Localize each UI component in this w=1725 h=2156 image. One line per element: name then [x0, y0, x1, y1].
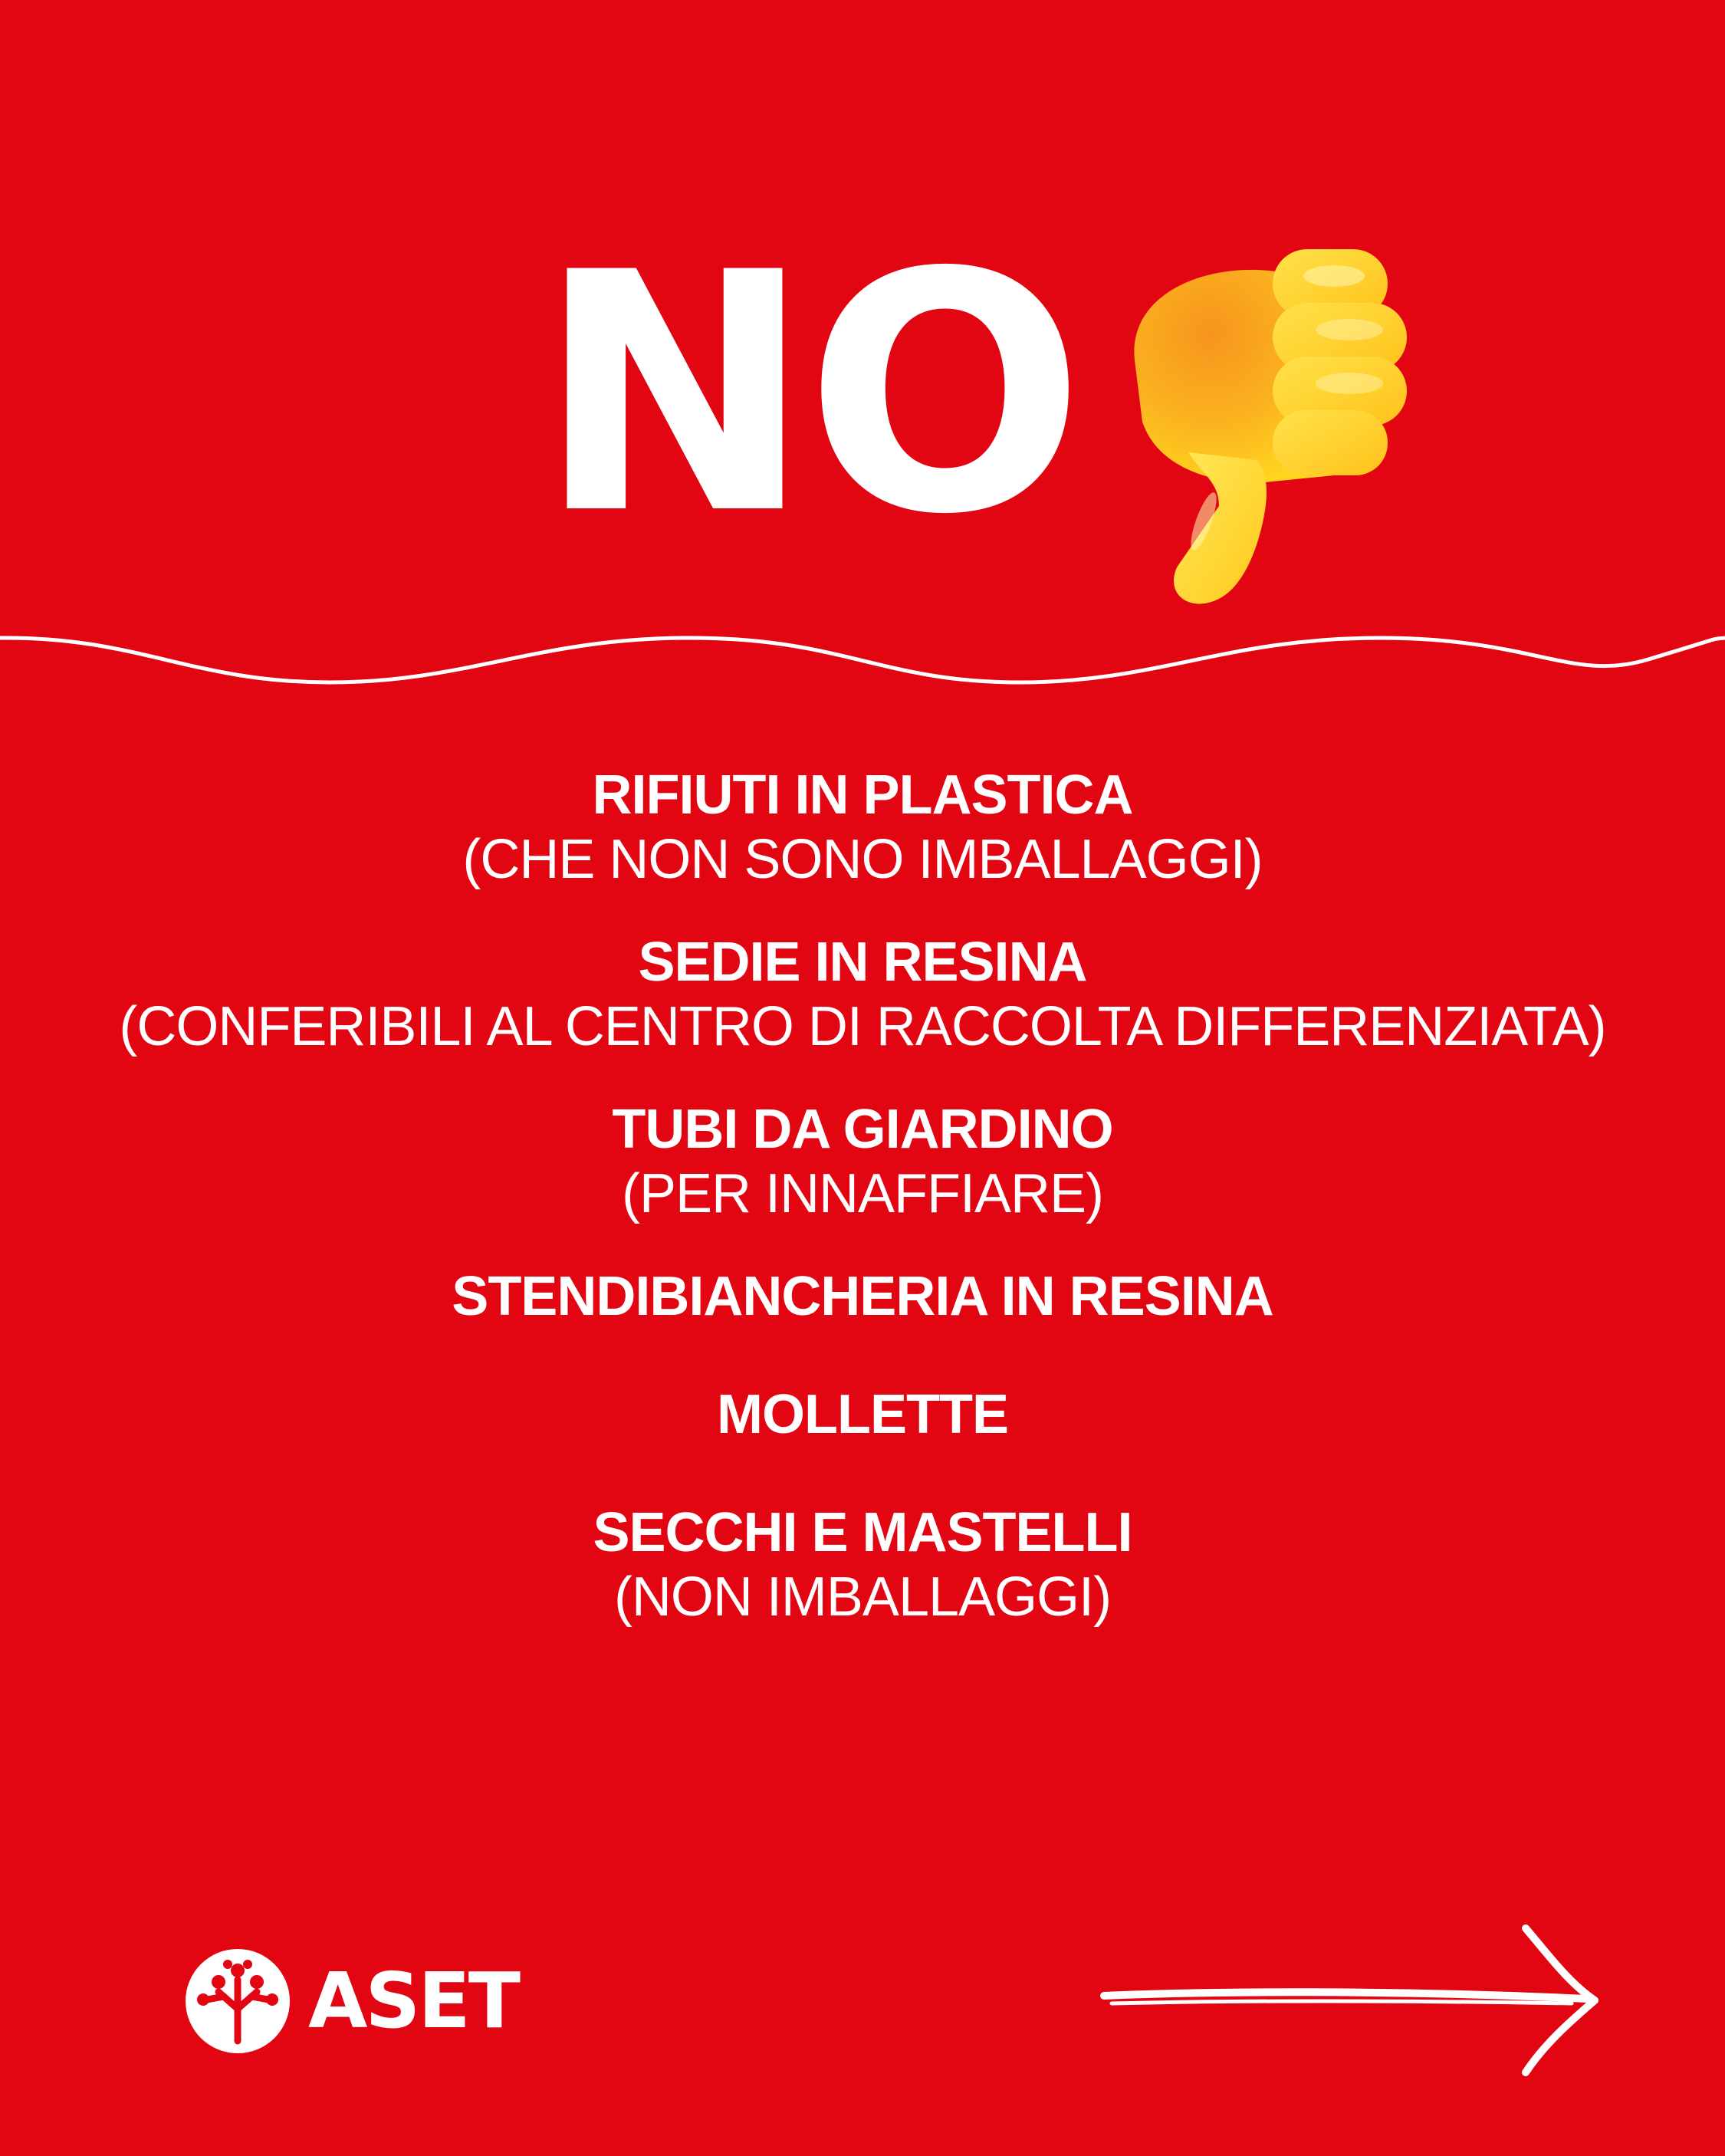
item-title: RIFIUTI IN PLASTICA — [592, 764, 1133, 826]
item-note: (NON IMBALLAGGI) — [613, 1566, 1112, 1628]
item-title: TUBI DA GIARDINO — [612, 1099, 1113, 1160]
excluded-items-list — [0, 763, 1725, 1668]
item-note: (CHE NON SONO IMBALLAGGI) — [462, 829, 1263, 890]
item-title: SECCHI E MASTELLI — [593, 1502, 1132, 1563]
list-item — [0, 1264, 1725, 1329]
item-title: SEDIE IN RESINA — [638, 932, 1087, 993]
thumbs-down-icon — [1104, 245, 1426, 613]
aset-logo — [184, 1947, 518, 2055]
tree-logo-icon — [184, 1947, 291, 2055]
item-title: MOLLETTE — [717, 1384, 1008, 1445]
list-item — [0, 930, 1725, 1059]
arrow-right-icon[interactable] — [1096, 1921, 1602, 2082]
list-item — [0, 1382, 1725, 1447]
list-item — [0, 1097, 1725, 1226]
list-item — [0, 763, 1725, 892]
list-item — [0, 1500, 1725, 1629]
wave-divider — [0, 629, 1725, 705]
item-note: (PER INNAFFIARE) — [621, 1163, 1104, 1224]
logo-text: ASET — [308, 1956, 518, 2046]
item-note: (CONFERIBILI AL CENTRO DI RACCOLTA DIFFERENZIATA) — [119, 996, 1606, 1057]
headline: NO — [537, 203, 1078, 587]
item-title: STENDIBIANCHERIA IN RESINA — [452, 1266, 1273, 1327]
